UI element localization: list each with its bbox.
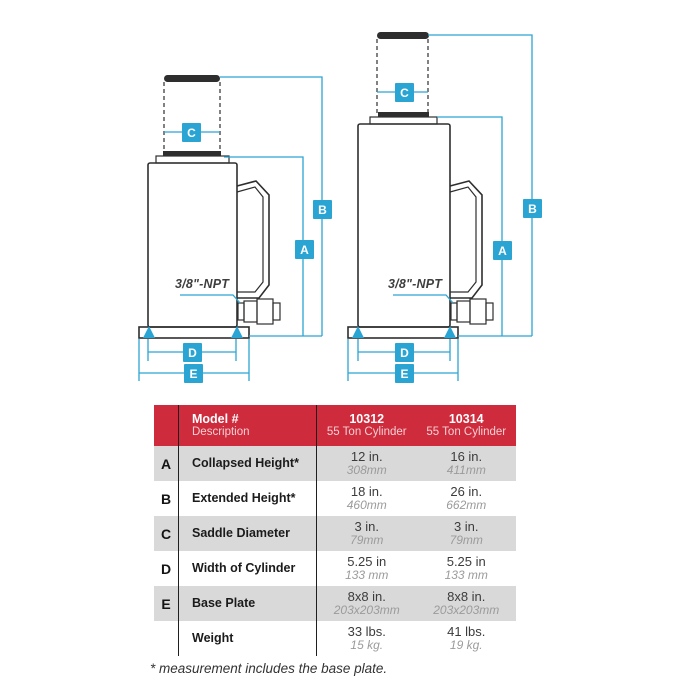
left-handle bbox=[237, 181, 269, 298]
left-ram-top bbox=[164, 75, 220, 82]
header-description-cell bbox=[179, 405, 317, 446]
left-npt-fitting bbox=[238, 299, 280, 324]
dim-label-c-right: C bbox=[395, 83, 414, 102]
model-number-heading: Model # bbox=[192, 411, 239, 426]
table-row-width-of-cylinder: D Width of Cylinder 5.25 in 133 mm 5.25 in 133 mm bbox=[154, 551, 516, 586]
table-row-base-plate: E Base Plate 8x8 in. 203x203mm 8x8 in. 203x203mm bbox=[154, 586, 516, 621]
npt-callout-left: 3/8"-NPT bbox=[175, 277, 230, 291]
left-saddle bbox=[163, 151, 221, 156]
dim-label-c-left: C bbox=[182, 123, 201, 142]
measurement-footnote: * measurement includes the base plate. bbox=[150, 661, 388, 676]
right-dim-b-line bbox=[428, 35, 532, 336]
dim-label-a-right: A bbox=[493, 241, 512, 260]
right-cylinder-body bbox=[358, 124, 450, 327]
right-saddle bbox=[378, 112, 429, 117]
right-npt-fitting bbox=[451, 299, 493, 324]
spec-table bbox=[154, 405, 516, 656]
header-model-10312-cell: 10312 55 Ton Cylinder bbox=[326, 411, 407, 439]
dim-label-e-right: E bbox=[395, 364, 414, 383]
right-npt-leader bbox=[393, 295, 453, 303]
dim-label-d-right: D bbox=[395, 343, 414, 362]
description-heading: Description bbox=[192, 426, 250, 439]
dim-label-b-right: B bbox=[523, 199, 542, 218]
left-npt-leader bbox=[180, 295, 240, 303]
spec-table-header-row bbox=[154, 405, 516, 446]
table-row-collapsed-height: A Collapsed Height* 12 in. 308mm 16 in. 411mm bbox=[154, 446, 516, 481]
header-letter-cell bbox=[154, 405, 179, 446]
table-row-weight: Weight 33 lbs. 15 kg. 41 lbs. 19 kg. bbox=[154, 621, 516, 656]
right-base-plate bbox=[348, 327, 458, 338]
left-cylinder-body bbox=[148, 163, 237, 327]
header-model-10314-cell: 10314 55 Ton Cylinder bbox=[426, 411, 507, 439]
table-row-extended-height: B Extended Height* 18 in. 460mm 26 in. 662mm bbox=[154, 481, 516, 516]
right-handle bbox=[450, 181, 482, 298]
dim-label-b-left: B bbox=[313, 200, 332, 219]
table-row-saddle-diameter: C Saddle Diameter 3 in. 79mm 3 in. 79mm bbox=[154, 516, 516, 551]
dim-label-d-left: D bbox=[183, 343, 202, 362]
dim-label-e-left: E bbox=[184, 364, 203, 383]
dim-label-a-left: A bbox=[295, 240, 314, 259]
left-jack-drawing bbox=[139, 75, 322, 381]
right-ram-top bbox=[377, 32, 429, 39]
right-jack-drawing bbox=[348, 32, 532, 381]
npt-callout-right: 3/8"-NPT bbox=[388, 277, 443, 291]
